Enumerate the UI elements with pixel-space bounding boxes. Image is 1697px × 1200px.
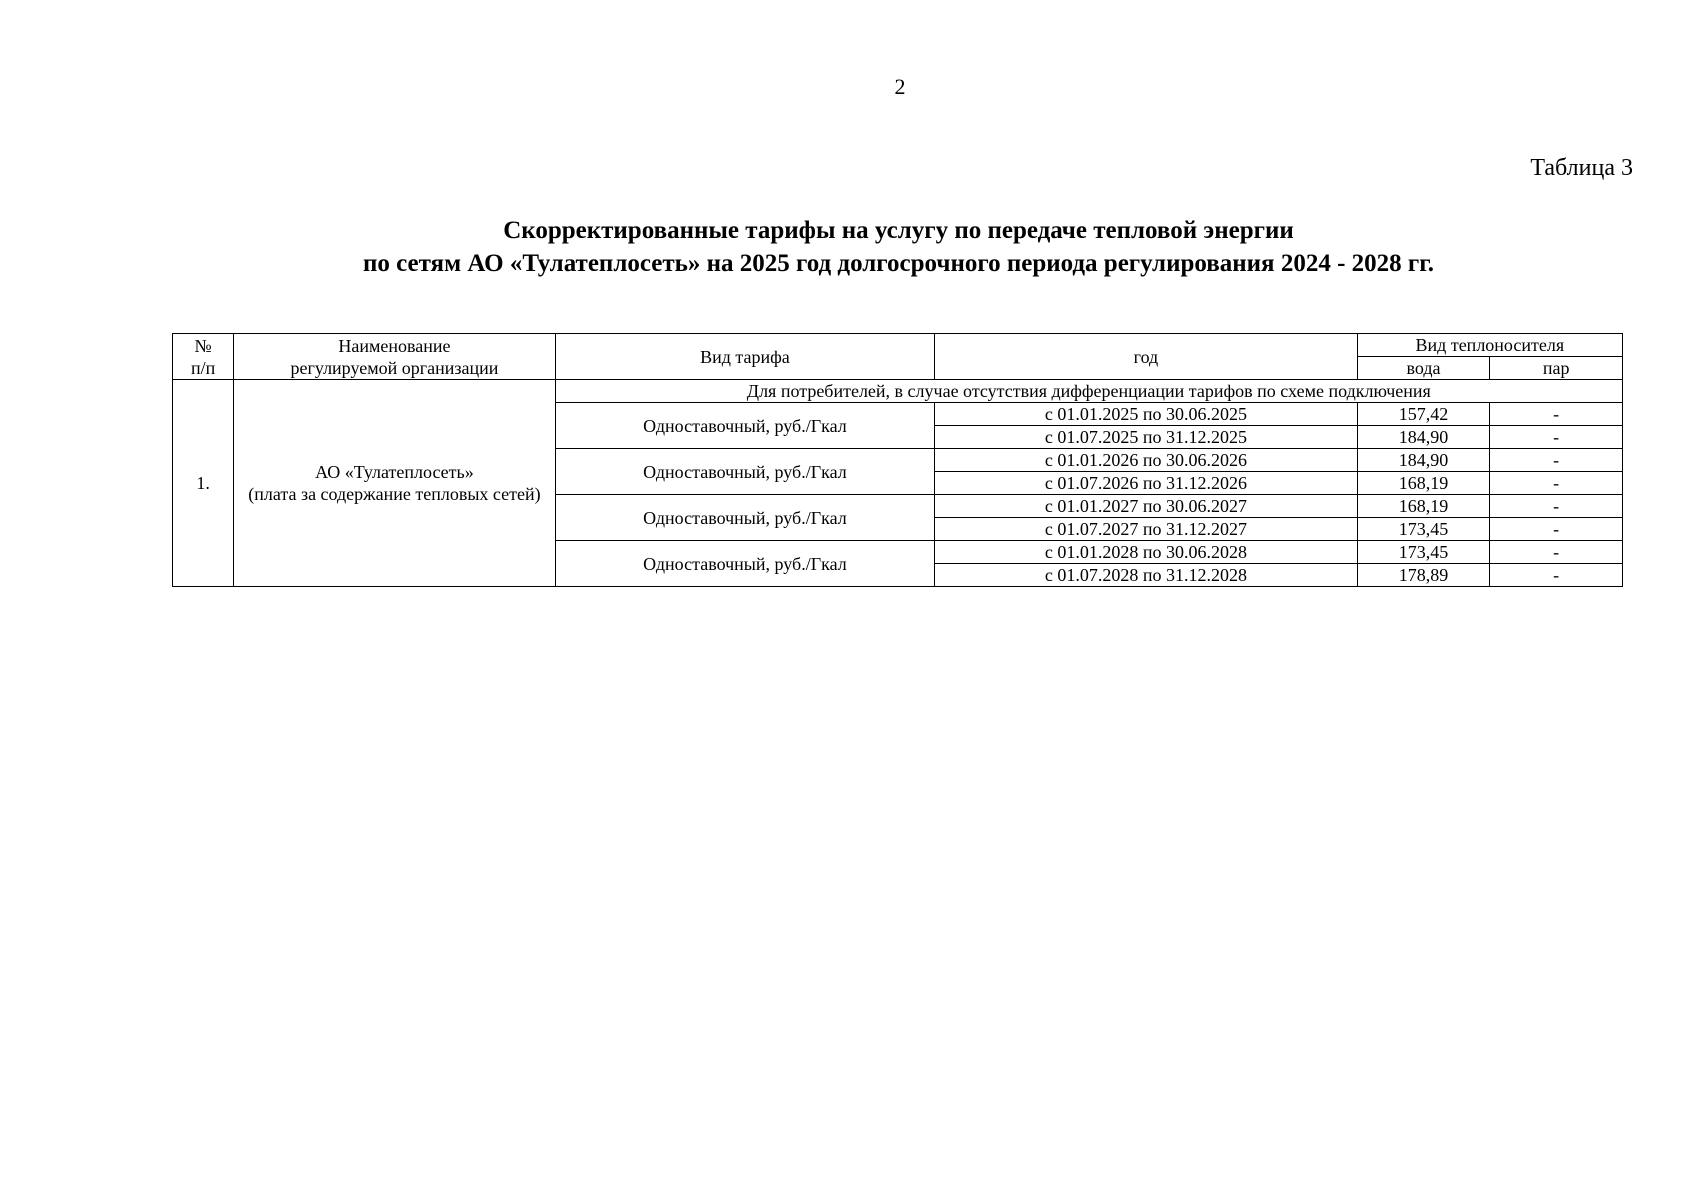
steam-value-cell: -: [1490, 403, 1623, 426]
water-value-cell: 173,45: [1357, 541, 1490, 564]
org-name: [234, 380, 555, 587]
header-org-line-2: регулируемой организации: [290, 357, 499, 378]
period-cell: с 01.01.2027 по 30.06.2027: [935, 495, 1357, 518]
steam-value-cell: -: [1490, 564, 1623, 587]
header-num-line-1: №: [194, 335, 212, 356]
water-value-cell: 168,19: [1357, 472, 1490, 495]
steam-value-cell: -: [1490, 495, 1623, 518]
header-num-line-2: п/п: [190, 357, 216, 378]
water-value-cell: 184,90: [1357, 426, 1490, 449]
header-tariff-type: Вид тарифа: [555, 334, 935, 380]
document-title-line-1: Скорректированные тарифы на услугу по передаче тепловой энергии: [503, 217, 1294, 244]
row-number: 1.: [173, 380, 234, 587]
header-year: год: [935, 334, 1357, 380]
table-label: Таблица 3: [1530, 155, 1633, 181]
header-steam: пар: [1490, 357, 1623, 380]
water-value-cell: 184,90: [1357, 449, 1490, 472]
tariff-type-cell: Одноставочный, руб./Гкал: [555, 541, 935, 587]
org-name-line-2: (плата за содержание тепловых сетей): [248, 484, 541, 504]
org-name-line-1: АО «Тулатеплосеть»: [315, 462, 474, 482]
water-value-cell: 173,45: [1357, 518, 1490, 541]
period-cell: с 01.07.2026 по 31.12.2026: [935, 472, 1357, 495]
header-water: вода: [1357, 357, 1490, 380]
document-title-line-2: по сетям АО «Тулатеплосеть» на 2025 год долгосрочного периода регулирования 2024 - 2028 гг.: [362, 250, 1435, 277]
period-cell: с 01.01.2026 по 30.06.2026: [935, 449, 1357, 472]
header-row-1: [173, 334, 1623, 357]
period-cell: с 01.01.2025 по 30.06.2025: [935, 403, 1357, 426]
document-title: [172, 214, 1625, 280]
page-number: 2: [894, 74, 906, 99]
section-row: [173, 380, 1623, 403]
section-label: Для потребителей, в случае отсутствия дифференциации тарифов по схеме подключения: [555, 380, 1622, 403]
period-cell: с 01.07.2027 по 31.12.2027: [935, 518, 1357, 541]
water-value-cell: 178,89: [1357, 564, 1490, 587]
header-num: [173, 334, 234, 380]
tariff-type-cell: Одноставочный, руб./Гкал: [555, 403, 935, 449]
period-cell: с 01.01.2028 по 30.06.2028: [935, 541, 1357, 564]
water-value-cell: 168,19: [1357, 495, 1490, 518]
steam-value-cell: -: [1490, 472, 1623, 495]
period-cell: с 01.07.2025 по 31.12.2025: [935, 426, 1357, 449]
steam-value-cell: -: [1490, 518, 1623, 541]
tariff-type-cell: Одноставочный, руб./Гкал: [555, 449, 935, 495]
steam-value-cell: -: [1490, 541, 1623, 564]
water-value-cell: 157,42: [1357, 403, 1490, 426]
tariff-table: [172, 333, 1623, 587]
header-carrier: Вид теплоносителя: [1357, 334, 1622, 357]
header-org-line-1: Наименование: [338, 335, 451, 356]
tariff-type-cell: Одноставочный, руб./Гкал: [555, 495, 935, 541]
period-cell: с 01.07.2028 по 31.12.2028: [935, 564, 1357, 587]
page-number-wrap: [0, 74, 1697, 100]
steam-value-cell: -: [1490, 426, 1623, 449]
steam-value-cell: -: [1490, 449, 1623, 472]
header-org: [234, 334, 555, 380]
